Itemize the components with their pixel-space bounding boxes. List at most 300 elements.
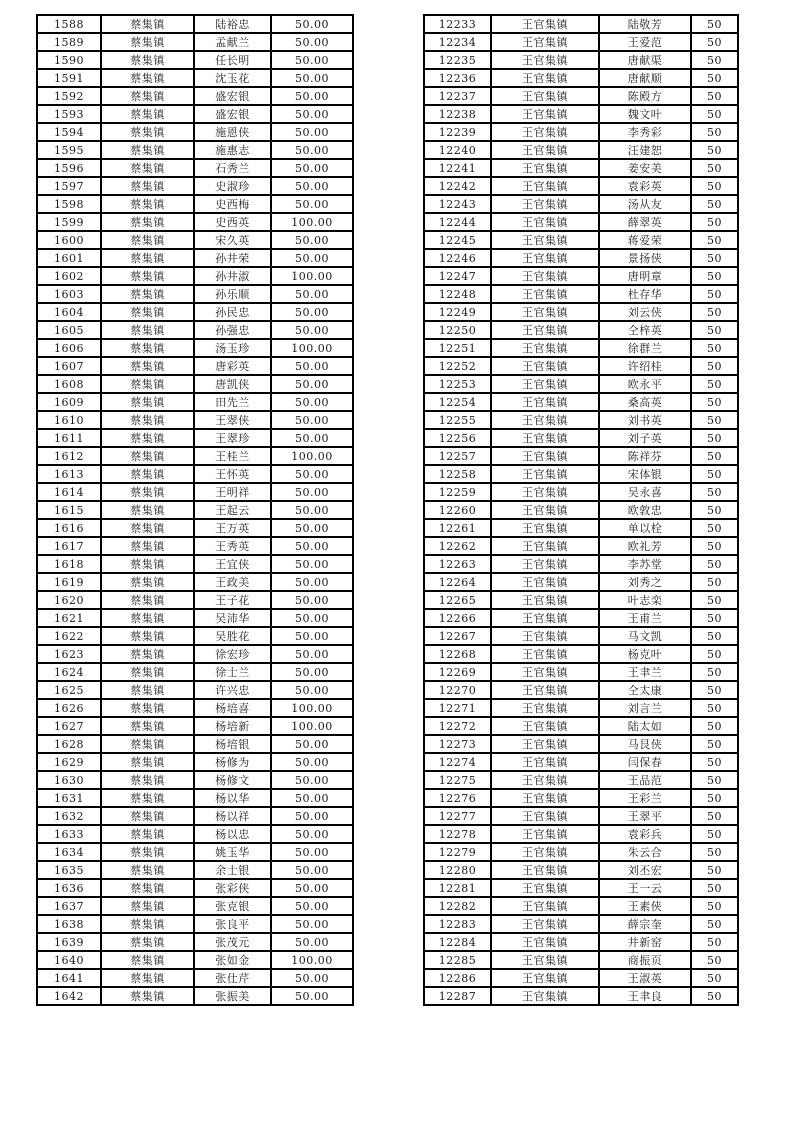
name-cell: 陈殿方 bbox=[599, 87, 691, 105]
name-cell: 施恩侠 bbox=[194, 123, 271, 141]
name-cell: 孙井荣 bbox=[194, 249, 271, 267]
name-cell: 张仕芹 bbox=[194, 969, 271, 987]
name-cell: 陆裕忠 bbox=[194, 15, 271, 33]
town-cell: 蔡集镇 bbox=[101, 447, 194, 465]
serial-cell: 1622 bbox=[37, 627, 101, 645]
table-row bbox=[37, 897, 353, 915]
amount-cell: 50.00 bbox=[271, 609, 353, 627]
table-row bbox=[37, 645, 353, 663]
beneficiary-table-left bbox=[36, 14, 354, 1006]
amount-cell: 50.00 bbox=[271, 123, 353, 141]
amount-cell: 50.00 bbox=[271, 861, 353, 879]
name-cell: 单以栓 bbox=[599, 519, 691, 537]
name-cell: 刘云侠 bbox=[599, 303, 691, 321]
name-cell: 盛宏银 bbox=[194, 105, 271, 123]
town-cell: 王官集镇 bbox=[491, 15, 599, 33]
town-cell: 蔡集镇 bbox=[101, 33, 194, 51]
town-cell: 蔡集镇 bbox=[101, 555, 194, 573]
amount-cell: 50 bbox=[691, 15, 738, 33]
table-row bbox=[424, 987, 738, 1005]
amount-cell: 50 bbox=[691, 789, 738, 807]
name-cell: 孙强忠 bbox=[194, 321, 271, 339]
serial-cell: 1608 bbox=[37, 375, 101, 393]
name-cell: 宋体银 bbox=[599, 465, 691, 483]
serial-cell: 1617 bbox=[37, 537, 101, 555]
table-row bbox=[424, 267, 738, 285]
amount-cell: 50.00 bbox=[271, 789, 353, 807]
amount-cell: 50.00 bbox=[271, 411, 353, 429]
town-cell: 王官集镇 bbox=[491, 519, 599, 537]
serial-cell: 1620 bbox=[37, 591, 101, 609]
name-cell: 徐群兰 bbox=[599, 339, 691, 357]
town-cell: 蔡集镇 bbox=[101, 915, 194, 933]
table-row bbox=[424, 879, 738, 897]
town-cell: 蔡集镇 bbox=[101, 987, 194, 1005]
table-row bbox=[424, 429, 738, 447]
town-cell: 王官集镇 bbox=[491, 753, 599, 771]
table-row bbox=[424, 123, 738, 141]
town-cell: 王官集镇 bbox=[491, 501, 599, 519]
table-row bbox=[424, 933, 738, 951]
table-row bbox=[424, 609, 738, 627]
table-row bbox=[424, 591, 738, 609]
amount-cell: 50.00 bbox=[271, 825, 353, 843]
name-cell: 杨修文 bbox=[194, 771, 271, 789]
name-cell: 汤玉珍 bbox=[194, 339, 271, 357]
amount-cell: 50 bbox=[691, 951, 738, 969]
amount-cell: 100.00 bbox=[271, 951, 353, 969]
serial-cell: 12269 bbox=[424, 663, 491, 681]
name-cell: 刘子英 bbox=[599, 429, 691, 447]
town-cell: 蔡集镇 bbox=[101, 717, 194, 735]
table-row bbox=[37, 285, 353, 303]
name-cell: 王秀英 bbox=[194, 537, 271, 555]
town-cell: 蔡集镇 bbox=[101, 231, 194, 249]
town-cell: 蔡集镇 bbox=[101, 141, 194, 159]
town-cell: 蔡集镇 bbox=[101, 177, 194, 195]
town-cell: 王官集镇 bbox=[491, 825, 599, 843]
serial-cell: 12243 bbox=[424, 195, 491, 213]
table-row bbox=[424, 213, 738, 231]
town-cell: 王官集镇 bbox=[491, 591, 599, 609]
table-row bbox=[424, 177, 738, 195]
serial-cell: 1605 bbox=[37, 321, 101, 339]
serial-cell: 12256 bbox=[424, 429, 491, 447]
table-row bbox=[37, 15, 353, 33]
amount-cell: 50 bbox=[691, 825, 738, 843]
serial-cell: 1630 bbox=[37, 771, 101, 789]
town-cell: 王官集镇 bbox=[491, 357, 599, 375]
name-cell: 杨以祥 bbox=[194, 807, 271, 825]
serial-cell: 1636 bbox=[37, 879, 101, 897]
name-cell: 王翠平 bbox=[599, 807, 691, 825]
serial-cell: 1610 bbox=[37, 411, 101, 429]
town-cell: 王官集镇 bbox=[491, 159, 599, 177]
table-row bbox=[424, 969, 738, 987]
town-cell: 蔡集镇 bbox=[101, 771, 194, 789]
name-cell: 陈祥芬 bbox=[599, 447, 691, 465]
town-cell: 蔡集镇 bbox=[101, 411, 194, 429]
town-cell: 蔡集镇 bbox=[101, 159, 194, 177]
amount-cell: 50.00 bbox=[271, 897, 353, 915]
town-cell: 王官集镇 bbox=[491, 393, 599, 411]
town-cell: 王官集镇 bbox=[491, 933, 599, 951]
town-cell: 蔡集镇 bbox=[101, 339, 194, 357]
town-cell: 蔡集镇 bbox=[101, 519, 194, 537]
serial-cell: 1613 bbox=[37, 465, 101, 483]
name-cell: 唐彩英 bbox=[194, 357, 271, 375]
table-row bbox=[424, 663, 738, 681]
table-row bbox=[424, 321, 738, 339]
amount-cell: 50 bbox=[691, 717, 738, 735]
town-cell: 王官集镇 bbox=[491, 33, 599, 51]
amount-cell: 50.00 bbox=[271, 141, 353, 159]
table-row bbox=[424, 555, 738, 573]
amount-cell: 50 bbox=[691, 843, 738, 861]
town-cell: 王官集镇 bbox=[491, 267, 599, 285]
amount-cell: 50 bbox=[691, 393, 738, 411]
serial-cell: 1594 bbox=[37, 123, 101, 141]
table-row bbox=[37, 303, 353, 321]
serial-cell: 1612 bbox=[37, 447, 101, 465]
serial-cell: 12234 bbox=[424, 33, 491, 51]
serial-cell: 12283 bbox=[424, 915, 491, 933]
name-cell: 王万英 bbox=[194, 519, 271, 537]
table-row bbox=[424, 717, 738, 735]
serial-cell: 1641 bbox=[37, 969, 101, 987]
table-row bbox=[37, 987, 353, 1005]
table-row bbox=[37, 33, 353, 51]
serial-cell: 12275 bbox=[424, 771, 491, 789]
serial-cell: 12278 bbox=[424, 825, 491, 843]
town-cell: 王官集镇 bbox=[491, 231, 599, 249]
name-cell: 王子花 bbox=[194, 591, 271, 609]
amount-cell: 50 bbox=[691, 339, 738, 357]
serial-cell: 1623 bbox=[37, 645, 101, 663]
serial-cell: 12274 bbox=[424, 753, 491, 771]
table-row bbox=[424, 735, 738, 753]
town-cell: 蔡集镇 bbox=[101, 699, 194, 717]
town-cell: 蔡集镇 bbox=[101, 951, 194, 969]
name-cell: 王翠珍 bbox=[194, 429, 271, 447]
town-cell: 蔡集镇 bbox=[101, 789, 194, 807]
table-row bbox=[424, 951, 738, 969]
town-cell: 蔡集镇 bbox=[101, 393, 194, 411]
amount-cell: 50.00 bbox=[271, 195, 353, 213]
amount-cell: 50 bbox=[691, 753, 738, 771]
amount-cell: 50 bbox=[691, 177, 738, 195]
town-cell: 王官集镇 bbox=[491, 303, 599, 321]
amount-cell: 50 bbox=[691, 501, 738, 519]
town-cell: 蔡集镇 bbox=[101, 969, 194, 987]
serial-cell: 12285 bbox=[424, 951, 491, 969]
amount-cell: 50.00 bbox=[271, 321, 353, 339]
table-row bbox=[37, 51, 353, 69]
amount-cell: 50.00 bbox=[271, 573, 353, 591]
town-cell: 王官集镇 bbox=[491, 177, 599, 195]
town-cell: 蔡集镇 bbox=[101, 609, 194, 627]
name-cell: 薛宗奎 bbox=[599, 915, 691, 933]
table-row bbox=[37, 843, 353, 861]
name-cell: 唐凯侠 bbox=[194, 375, 271, 393]
town-cell: 蔡集镇 bbox=[101, 627, 194, 645]
table-row bbox=[37, 393, 353, 411]
name-cell: 马文凯 bbox=[599, 627, 691, 645]
table-row bbox=[37, 357, 353, 375]
serial-cell: 12287 bbox=[424, 987, 491, 1005]
amount-cell: 50 bbox=[691, 447, 738, 465]
serial-cell: 1642 bbox=[37, 987, 101, 1005]
town-cell: 蔡集镇 bbox=[101, 375, 194, 393]
name-cell: 杨培银 bbox=[194, 735, 271, 753]
town-cell: 王官集镇 bbox=[491, 447, 599, 465]
table-body bbox=[424, 15, 738, 1005]
table-row bbox=[37, 933, 353, 951]
name-cell: 唐献渠 bbox=[599, 51, 691, 69]
amount-cell: 50 bbox=[691, 159, 738, 177]
amount-cell: 100.00 bbox=[271, 699, 353, 717]
town-cell: 王官集镇 bbox=[491, 213, 599, 231]
serial-cell: 12281 bbox=[424, 879, 491, 897]
amount-cell: 50 bbox=[691, 681, 738, 699]
amount-cell: 50 bbox=[691, 213, 738, 231]
town-cell: 王官集镇 bbox=[491, 663, 599, 681]
serial-cell: 1638 bbox=[37, 915, 101, 933]
serial-cell: 1592 bbox=[37, 87, 101, 105]
amount-cell: 50.00 bbox=[271, 537, 353, 555]
serial-cell: 12254 bbox=[424, 393, 491, 411]
serial-cell: 1627 bbox=[37, 717, 101, 735]
table-row bbox=[37, 177, 353, 195]
serial-cell: 12276 bbox=[424, 789, 491, 807]
amount-cell: 50 bbox=[691, 411, 738, 429]
amount-cell: 100.00 bbox=[271, 717, 353, 735]
serial-cell: 12258 bbox=[424, 465, 491, 483]
serial-cell: 1606 bbox=[37, 339, 101, 357]
table-row bbox=[424, 105, 738, 123]
amount-cell: 50.00 bbox=[271, 915, 353, 933]
town-cell: 王官集镇 bbox=[491, 375, 599, 393]
town-cell: 王官集镇 bbox=[491, 627, 599, 645]
serial-cell: 1591 bbox=[37, 69, 101, 87]
amount-cell: 50.00 bbox=[271, 627, 353, 645]
serial-cell: 1640 bbox=[37, 951, 101, 969]
table-row bbox=[424, 393, 738, 411]
table-row bbox=[424, 483, 738, 501]
name-cell: 袁彩英 bbox=[599, 177, 691, 195]
serial-cell: 12244 bbox=[424, 213, 491, 231]
town-cell: 蔡集镇 bbox=[101, 285, 194, 303]
serial-cell: 1588 bbox=[37, 15, 101, 33]
serial-cell: 12262 bbox=[424, 537, 491, 555]
town-cell: 蔡集镇 bbox=[101, 249, 194, 267]
town-cell: 王官集镇 bbox=[491, 465, 599, 483]
table-row bbox=[37, 231, 353, 249]
town-cell: 王官集镇 bbox=[491, 483, 599, 501]
serial-cell: 12251 bbox=[424, 339, 491, 357]
amount-cell: 50.00 bbox=[271, 663, 353, 681]
name-cell: 王品范 bbox=[599, 771, 691, 789]
town-cell: 蔡集镇 bbox=[101, 843, 194, 861]
table-row bbox=[424, 51, 738, 69]
amount-cell: 50 bbox=[691, 51, 738, 69]
serial-cell: 12261 bbox=[424, 519, 491, 537]
name-cell: 余士银 bbox=[194, 861, 271, 879]
serial-cell: 1635 bbox=[37, 861, 101, 879]
amount-cell: 50 bbox=[691, 321, 738, 339]
table-row bbox=[37, 141, 353, 159]
amount-cell: 50 bbox=[691, 267, 738, 285]
table-row bbox=[37, 537, 353, 555]
serial-cell: 12271 bbox=[424, 699, 491, 717]
serial-cell: 12284 bbox=[424, 933, 491, 951]
name-cell: 吴胜花 bbox=[194, 627, 271, 645]
name-cell: 盛宏银 bbox=[194, 87, 271, 105]
table-row bbox=[37, 105, 353, 123]
serial-cell: 12242 bbox=[424, 177, 491, 195]
table-row bbox=[424, 69, 738, 87]
town-cell: 蔡集镇 bbox=[101, 267, 194, 285]
table-row bbox=[37, 915, 353, 933]
name-cell: 张振美 bbox=[194, 987, 271, 1005]
amount-cell: 50.00 bbox=[271, 375, 353, 393]
amount-cell: 50.00 bbox=[271, 933, 353, 951]
town-cell: 蔡集镇 bbox=[101, 807, 194, 825]
name-cell: 袁彩兵 bbox=[599, 825, 691, 843]
table-row bbox=[37, 861, 353, 879]
amount-cell: 50.00 bbox=[271, 51, 353, 69]
serial-cell: 12260 bbox=[424, 501, 491, 519]
serial-cell: 1619 bbox=[37, 573, 101, 591]
serial-cell: 12264 bbox=[424, 573, 491, 591]
table-row bbox=[424, 771, 738, 789]
town-cell: 蔡集镇 bbox=[101, 213, 194, 231]
serial-cell: 1615 bbox=[37, 501, 101, 519]
table-row bbox=[424, 339, 738, 357]
table-row bbox=[424, 465, 738, 483]
table-row bbox=[424, 915, 738, 933]
name-cell: 王怀英 bbox=[194, 465, 271, 483]
name-cell: 商振页 bbox=[599, 951, 691, 969]
amount-cell: 50 bbox=[691, 285, 738, 303]
town-cell: 王官集镇 bbox=[491, 645, 599, 663]
name-cell: 姚玉华 bbox=[194, 843, 271, 861]
name-cell: 刘秀之 bbox=[599, 573, 691, 591]
amount-cell: 50 bbox=[691, 573, 738, 591]
amount-cell: 50.00 bbox=[271, 879, 353, 897]
amount-cell: 50.00 bbox=[271, 519, 353, 537]
name-cell: 王起云 bbox=[194, 501, 271, 519]
serial-cell: 12253 bbox=[424, 375, 491, 393]
amount-cell: 50.00 bbox=[271, 303, 353, 321]
table-row bbox=[424, 249, 738, 267]
table-row bbox=[424, 897, 738, 915]
name-cell: 任长明 bbox=[194, 51, 271, 69]
amount-cell: 50 bbox=[691, 357, 738, 375]
table-body bbox=[37, 15, 353, 1005]
amount-cell: 100.00 bbox=[271, 267, 353, 285]
serial-cell: 12282 bbox=[424, 897, 491, 915]
table-row bbox=[37, 249, 353, 267]
name-cell: 王翠侠 bbox=[194, 411, 271, 429]
amount-cell: 50 bbox=[691, 105, 738, 123]
amount-cell: 50 bbox=[691, 627, 738, 645]
name-cell: 陆太如 bbox=[599, 717, 691, 735]
serial-cell: 12266 bbox=[424, 609, 491, 627]
town-cell: 王官集镇 bbox=[491, 735, 599, 753]
name-cell: 闫保春 bbox=[599, 753, 691, 771]
town-cell: 王官集镇 bbox=[491, 951, 599, 969]
beneficiary-table-right bbox=[423, 14, 739, 1006]
amount-cell: 50 bbox=[691, 519, 738, 537]
town-cell: 蔡集镇 bbox=[101, 51, 194, 69]
amount-cell: 50.00 bbox=[271, 969, 353, 987]
amount-cell: 50 bbox=[691, 735, 738, 753]
serial-cell: 1618 bbox=[37, 555, 101, 573]
serial-cell: 12257 bbox=[424, 447, 491, 465]
serial-cell: 1599 bbox=[37, 213, 101, 231]
name-cell: 孙乐顺 bbox=[194, 285, 271, 303]
town-cell: 蔡集镇 bbox=[101, 681, 194, 699]
amount-cell: 50.00 bbox=[271, 393, 353, 411]
serial-cell: 1596 bbox=[37, 159, 101, 177]
town-cell: 蔡集镇 bbox=[101, 105, 194, 123]
town-cell: 王官集镇 bbox=[491, 123, 599, 141]
name-cell: 张茂元 bbox=[194, 933, 271, 951]
amount-cell: 50.00 bbox=[271, 429, 353, 447]
amount-cell: 50.00 bbox=[271, 987, 353, 1005]
town-cell: 王官集镇 bbox=[491, 195, 599, 213]
table-row bbox=[37, 825, 353, 843]
name-cell: 仝太康 bbox=[599, 681, 691, 699]
town-cell: 王官集镇 bbox=[491, 789, 599, 807]
serial-cell: 1633 bbox=[37, 825, 101, 843]
serial-cell: 12273 bbox=[424, 735, 491, 753]
serial-cell: 1589 bbox=[37, 33, 101, 51]
name-cell: 蒋爱荣 bbox=[599, 231, 691, 249]
table-row bbox=[424, 681, 738, 699]
table-row bbox=[424, 537, 738, 555]
serial-cell: 12249 bbox=[424, 303, 491, 321]
serial-cell: 12259 bbox=[424, 483, 491, 501]
name-cell: 孙民忠 bbox=[194, 303, 271, 321]
table-row bbox=[424, 375, 738, 393]
town-cell: 王官集镇 bbox=[491, 249, 599, 267]
name-cell: 王宜侠 bbox=[194, 555, 271, 573]
town-cell: 王官集镇 bbox=[491, 321, 599, 339]
table-row bbox=[37, 159, 353, 177]
table-row bbox=[37, 753, 353, 771]
serial-cell: 1626 bbox=[37, 699, 101, 717]
amount-cell: 50.00 bbox=[271, 483, 353, 501]
town-cell: 王官集镇 bbox=[491, 699, 599, 717]
table-row bbox=[37, 681, 353, 699]
amount-cell: 50.00 bbox=[271, 159, 353, 177]
serial-cell: 1593 bbox=[37, 105, 101, 123]
town-cell: 蔡集镇 bbox=[101, 357, 194, 375]
amount-cell: 50 bbox=[691, 33, 738, 51]
amount-cell: 50.00 bbox=[271, 231, 353, 249]
town-cell: 王官集镇 bbox=[491, 771, 599, 789]
table-row bbox=[424, 195, 738, 213]
serial-cell: 12241 bbox=[424, 159, 491, 177]
name-cell: 田先兰 bbox=[194, 393, 271, 411]
table-row bbox=[37, 87, 353, 105]
amount-cell: 50.00 bbox=[271, 501, 353, 519]
name-cell: 杨培新 bbox=[194, 717, 271, 735]
table-row bbox=[424, 699, 738, 717]
name-cell: 王甫兰 bbox=[599, 609, 691, 627]
